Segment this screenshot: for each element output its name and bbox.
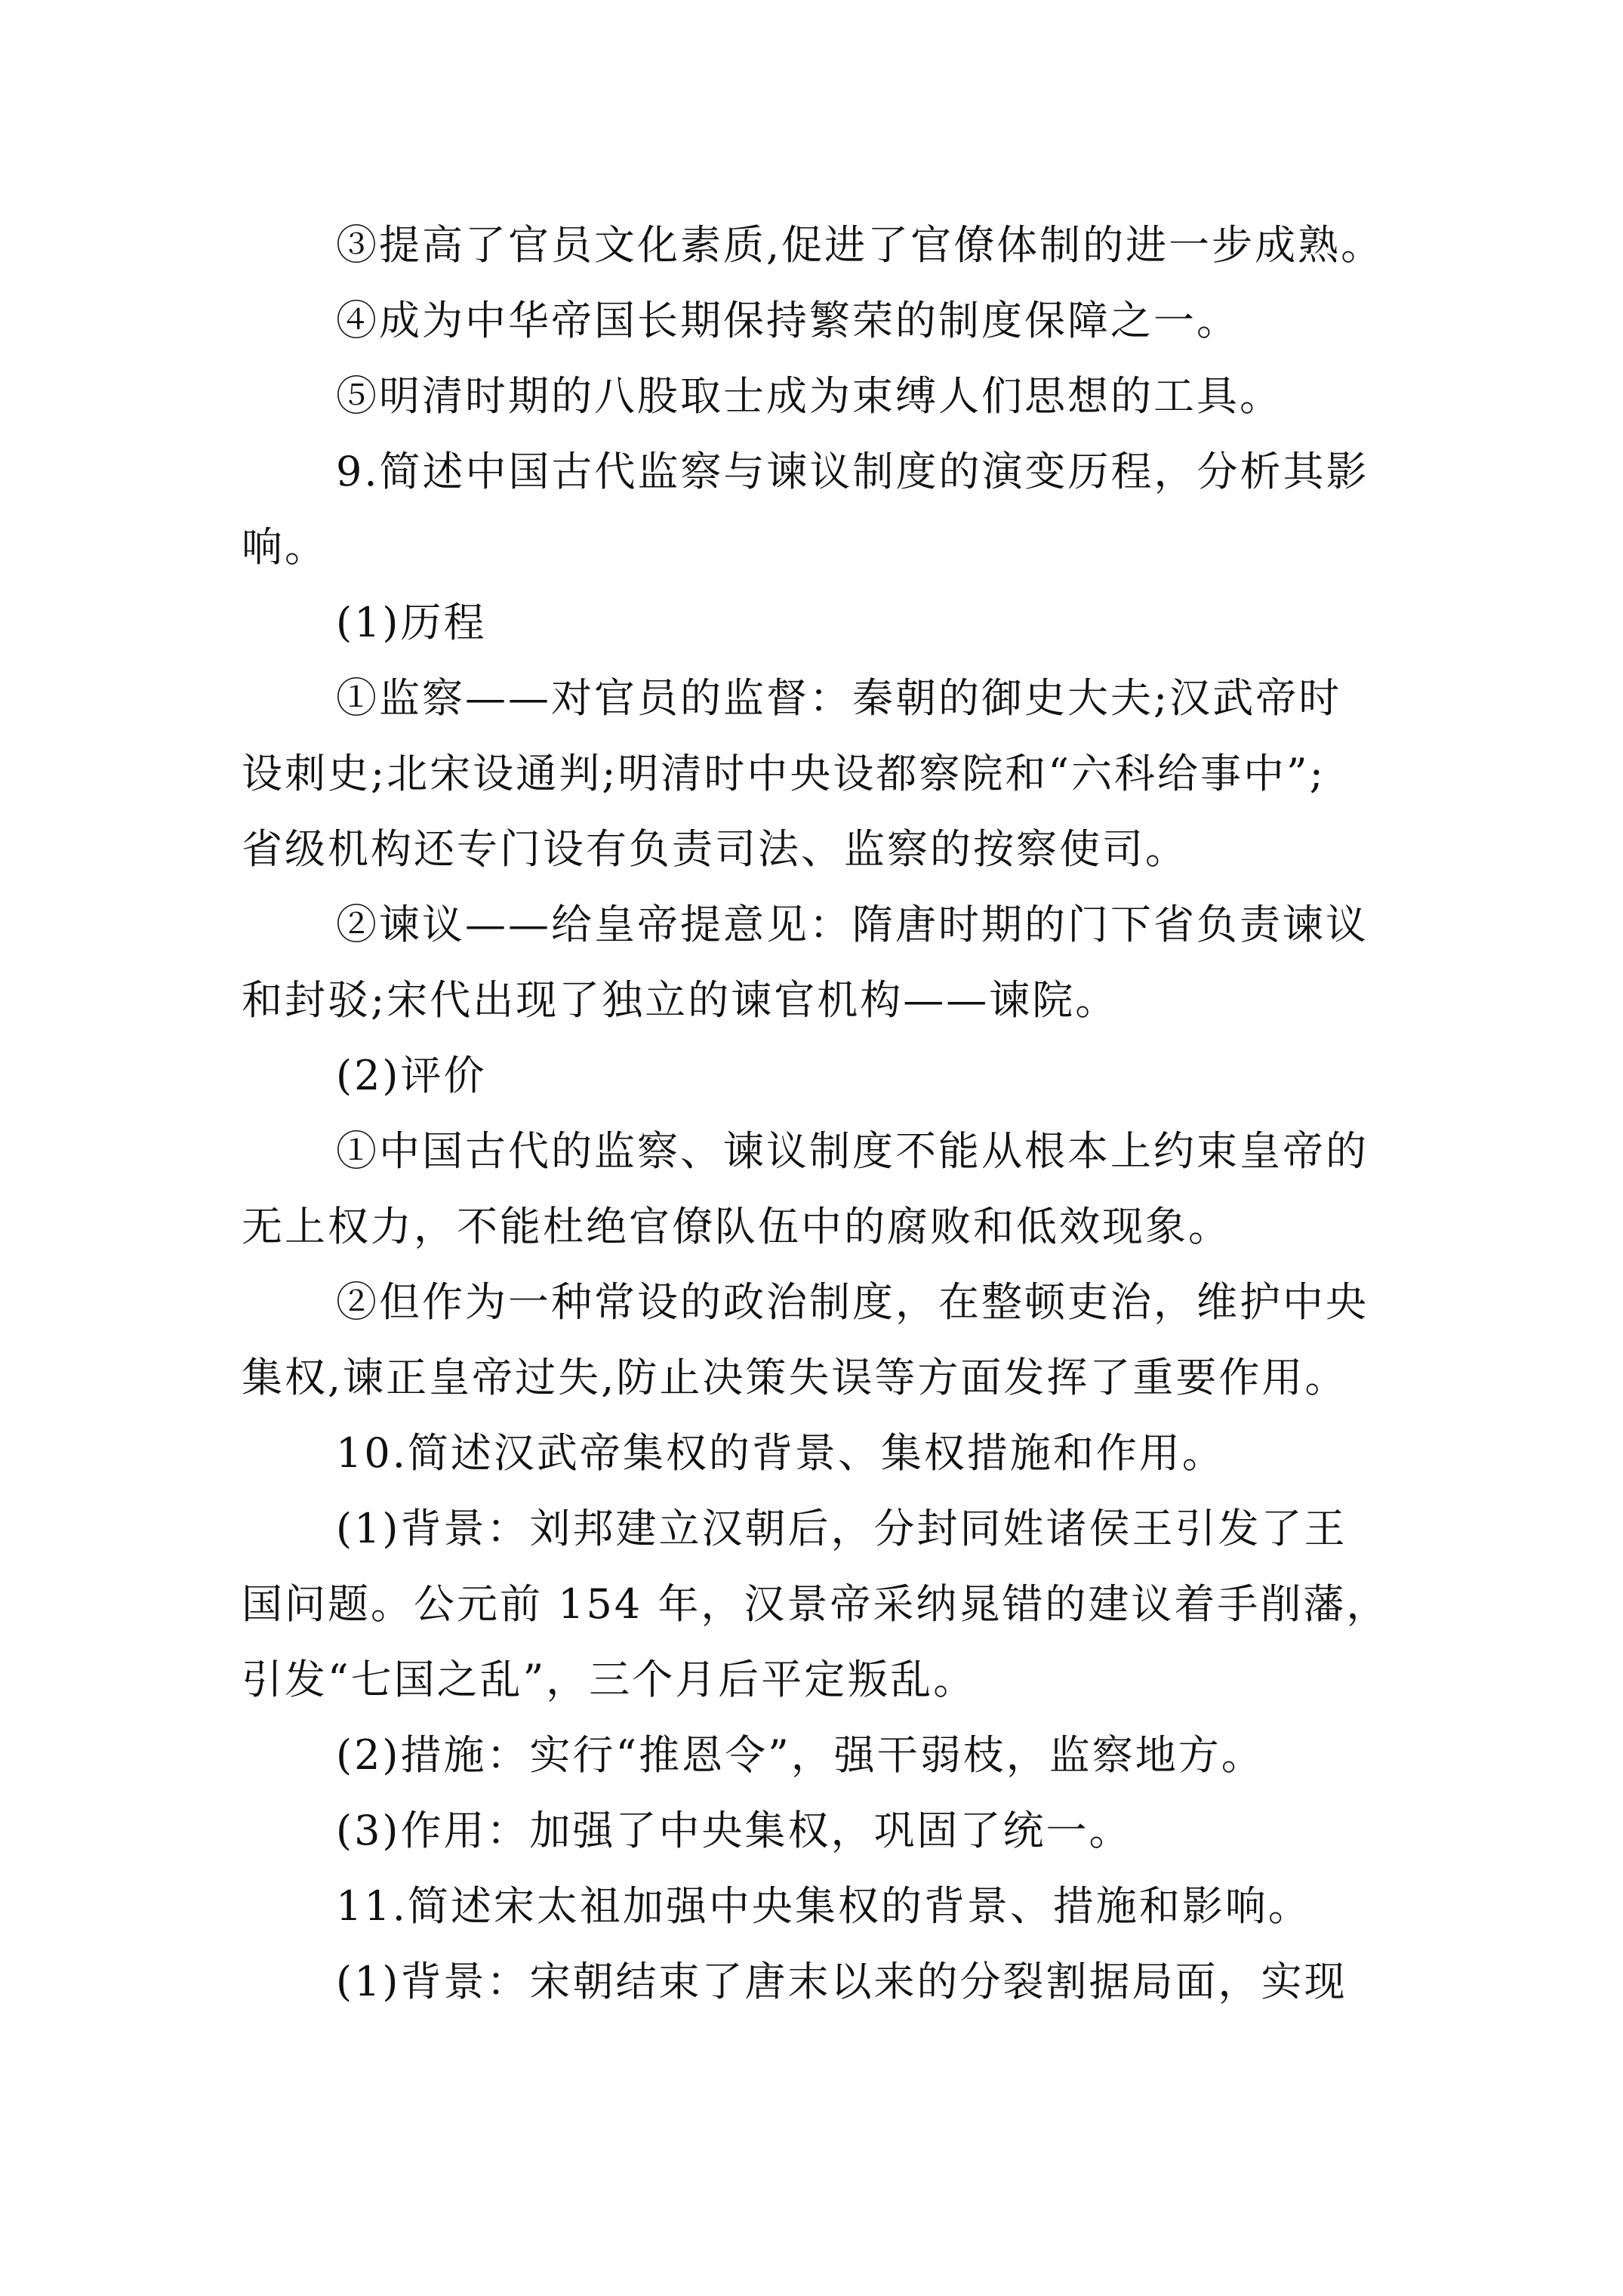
text-line: ②谏议——给皇帝提意见：隋唐时期的门下省负责谏议	[336, 901, 1369, 948]
text-line: (3)作用：加强了中央集权，巩固了统一。	[336, 1807, 1132, 1854]
text-line: 设刺史;北宋设通判;明清时中央设都察院和“六科给事中”;	[242, 750, 1326, 797]
text-line: 引发“七国之乱”，三个月后平定叛乱。	[242, 1656, 977, 1703]
text-line: (2)措施：实行“推恩令”，强干弱枝，监察地方。	[336, 1731, 1264, 1779]
text-line: ①监察——对官员的监督：秦朝的御史大夫;汉武帝时	[336, 674, 1342, 722]
text-line: 11.简述宋太祖加强中央集权的背景、措施和影响。	[336, 1882, 1311, 1930]
text-line: 和封驳;宋代出现了独立的谏官机构——谏院。	[242, 976, 1119, 1024]
text-line: (1)背景：刘邦建立汉朝后，分封同姓诸侯王引发了王	[336, 1505, 1347, 1552]
text-line: 响。	[242, 523, 328, 571]
text-line: ③提高了官员文化素质,促进了官僚体制的进一步成熟。	[336, 221, 1384, 269]
text-line: ⑤明清时期的八股取士成为束缚人们思想的工具。	[336, 372, 1283, 420]
text-line: 国问题。公元前 154 年，汉景帝采纳晁错的建议着手削藩，	[242, 1580, 1390, 1628]
text-line: (1)背景：宋朝结束了唐末以来的分裂割据局面，实现	[336, 1958, 1347, 2005]
text-line: ①中国古代的监察、谏议制度不能从根本上约束皇帝的	[336, 1127, 1369, 1175]
text-line: ④成为中华帝国长期保持繁荣的制度保障之一。	[336, 297, 1240, 344]
text-line: 9.简述中国古代监察与谏议制度的演变历程，分析其影	[336, 448, 1369, 495]
text-line: (2)评价	[336, 1052, 487, 1099]
text-line: 省级机构还专门设有负责司法、监察的按察使司。	[242, 825, 1188, 873]
text-line: (1)历程	[336, 599, 487, 646]
text-line: 集权,谏正皇帝过失,防止决策失误等方面发挥了重要作用。	[242, 1354, 1348, 1401]
text-line: 无上权力，不能杜绝官僚队伍中的腐败和低效现象。	[242, 1203, 1231, 1250]
text-line: ②但作为一种常设的政治制度，在整顿吏治，维护中央	[336, 1278, 1369, 1326]
text-line: 10.简述汉武帝集权的背景、集权措施和作用。	[336, 1429, 1225, 1477]
